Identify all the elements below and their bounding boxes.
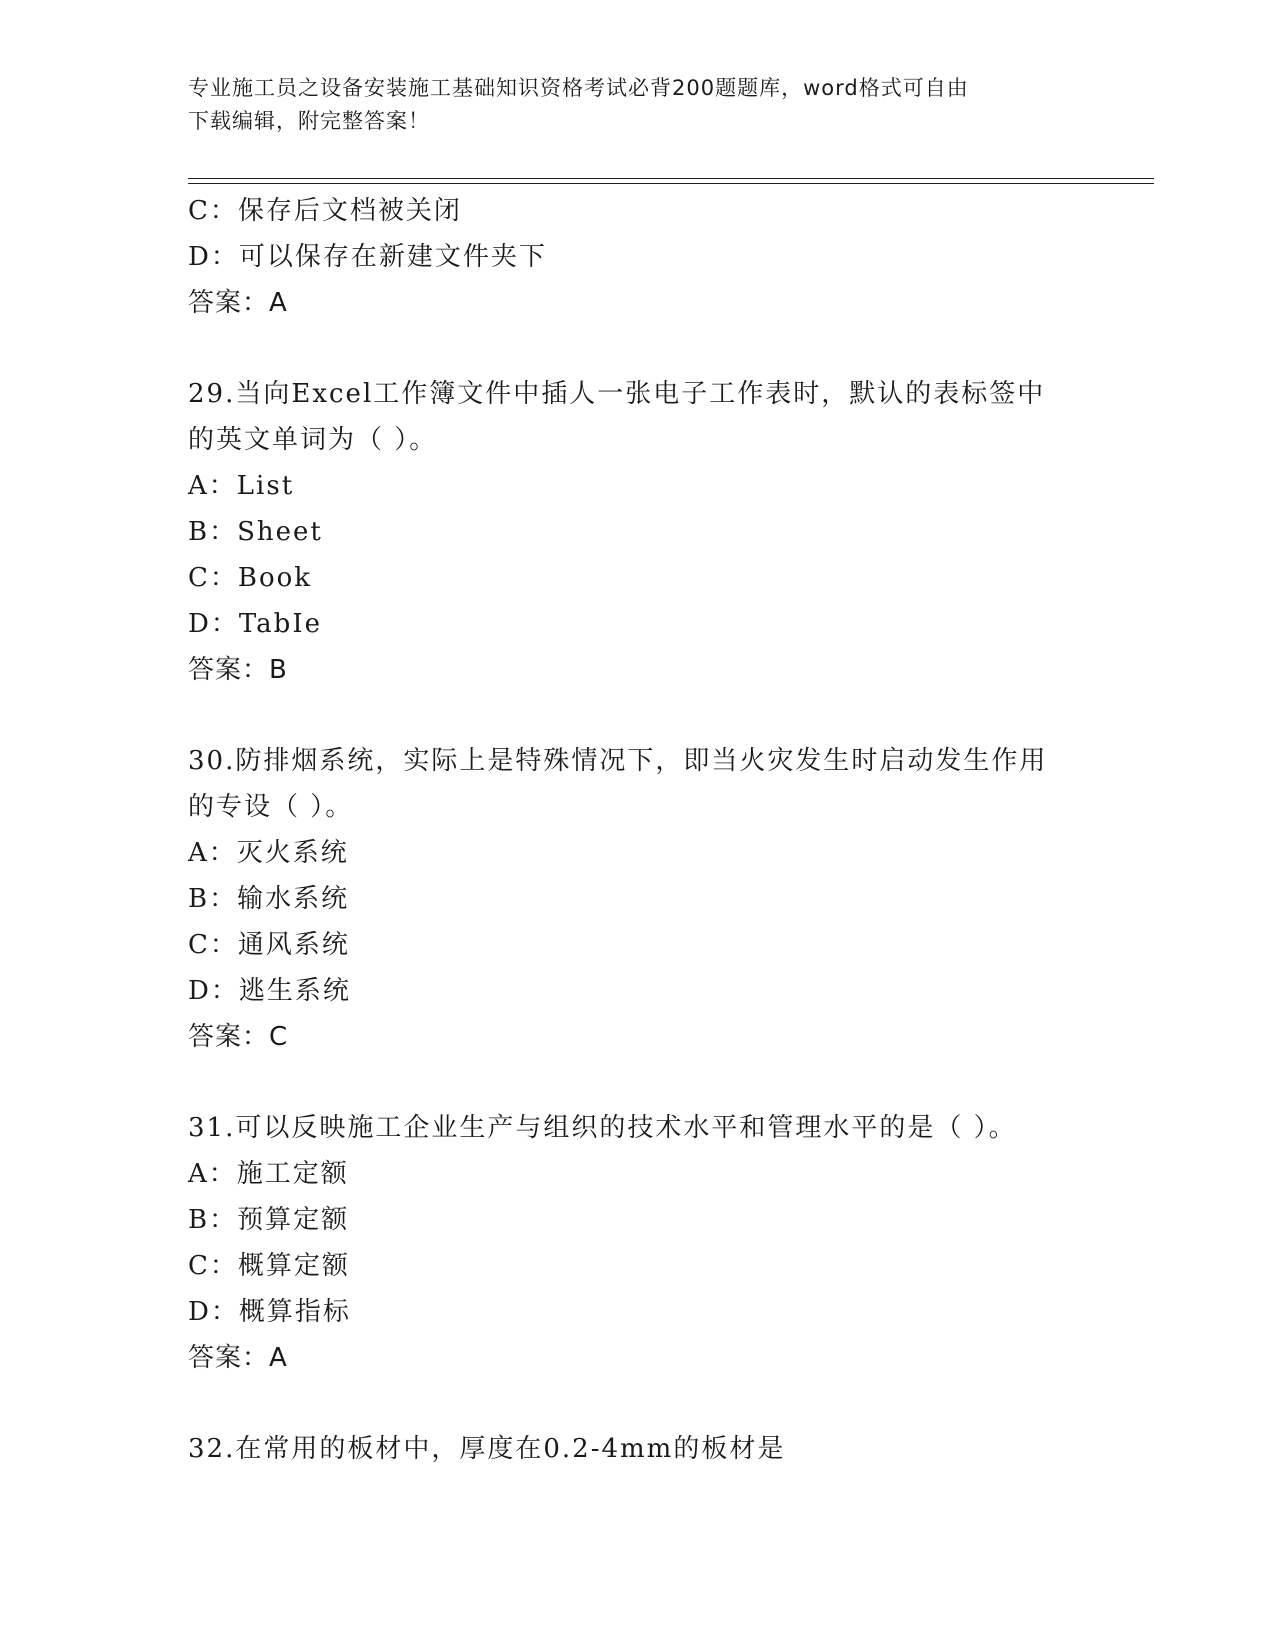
question-stem: 32.在常用的板材中，厚度在0.2-4mm的板材是 xyxy=(188,1434,786,1464)
header-line-1: 专业施工员之设备安装施工基础知识资格考试必背200题题库，word格式可自由 xyxy=(188,76,969,100)
header-line-2: 下载编辑，附完整答案！ xyxy=(188,109,430,133)
option-b: B：Sheet xyxy=(188,517,323,547)
spacer xyxy=(188,693,1088,738)
spacer xyxy=(188,1381,1088,1426)
option-c: C：Book xyxy=(188,563,313,593)
document-header xyxy=(188,72,1068,138)
option-d: D：TabIe xyxy=(188,609,322,639)
option-b: B：输水系统 xyxy=(188,884,350,914)
question-stem-continued: 的英文单词为（ ）。 xyxy=(188,425,438,455)
option-c: C：通风系统 xyxy=(188,930,350,960)
question-stem: 31.可以反映施工企业生产与组织的技术水平和管理水平的是（ ）。 xyxy=(188,1113,1017,1143)
question-block-31 xyxy=(188,1105,1088,1381)
option-d: D：可以保存在新建文件夹下 xyxy=(188,242,547,272)
option-b: B：预算定额 xyxy=(188,1205,350,1235)
question-stem: 29.当向Excel工作簿文件中插人一张电子工作表时，默认的表标签中 xyxy=(188,379,1046,409)
option-a: A：灭火系统 xyxy=(188,838,349,868)
question-block-30 xyxy=(188,738,1088,1060)
answer-line: 答案：A xyxy=(188,288,288,318)
question-block-28 xyxy=(188,188,1088,326)
question-stem-continued: 的专设（ ）。 xyxy=(188,792,354,822)
answer-line: 答案：C xyxy=(188,1022,289,1052)
question-block-32 xyxy=(188,1426,1088,1472)
answer-line: 答案：A xyxy=(188,1343,288,1373)
option-a: A：施工定额 xyxy=(188,1159,349,1189)
question-stem: 30.防排烟系统，实际上是特殊情况下，即当火灾发生时启动发生作用 xyxy=(188,746,1048,776)
header-divider-bottom xyxy=(188,183,1154,184)
option-d: D：逃生系统 xyxy=(188,976,351,1006)
question-list xyxy=(188,188,1088,1472)
spacer xyxy=(188,1060,1088,1105)
option-a: A：List xyxy=(188,471,295,501)
option-d: D：概算指标 xyxy=(188,1297,351,1327)
header-divider-top xyxy=(188,178,1154,179)
spacer xyxy=(188,326,1088,371)
option-c: C：保存后文档被关闭 xyxy=(188,196,462,226)
answer-line: 答案：B xyxy=(188,655,288,685)
option-c: C：概算定额 xyxy=(188,1251,350,1281)
question-block-29 xyxy=(188,371,1088,693)
